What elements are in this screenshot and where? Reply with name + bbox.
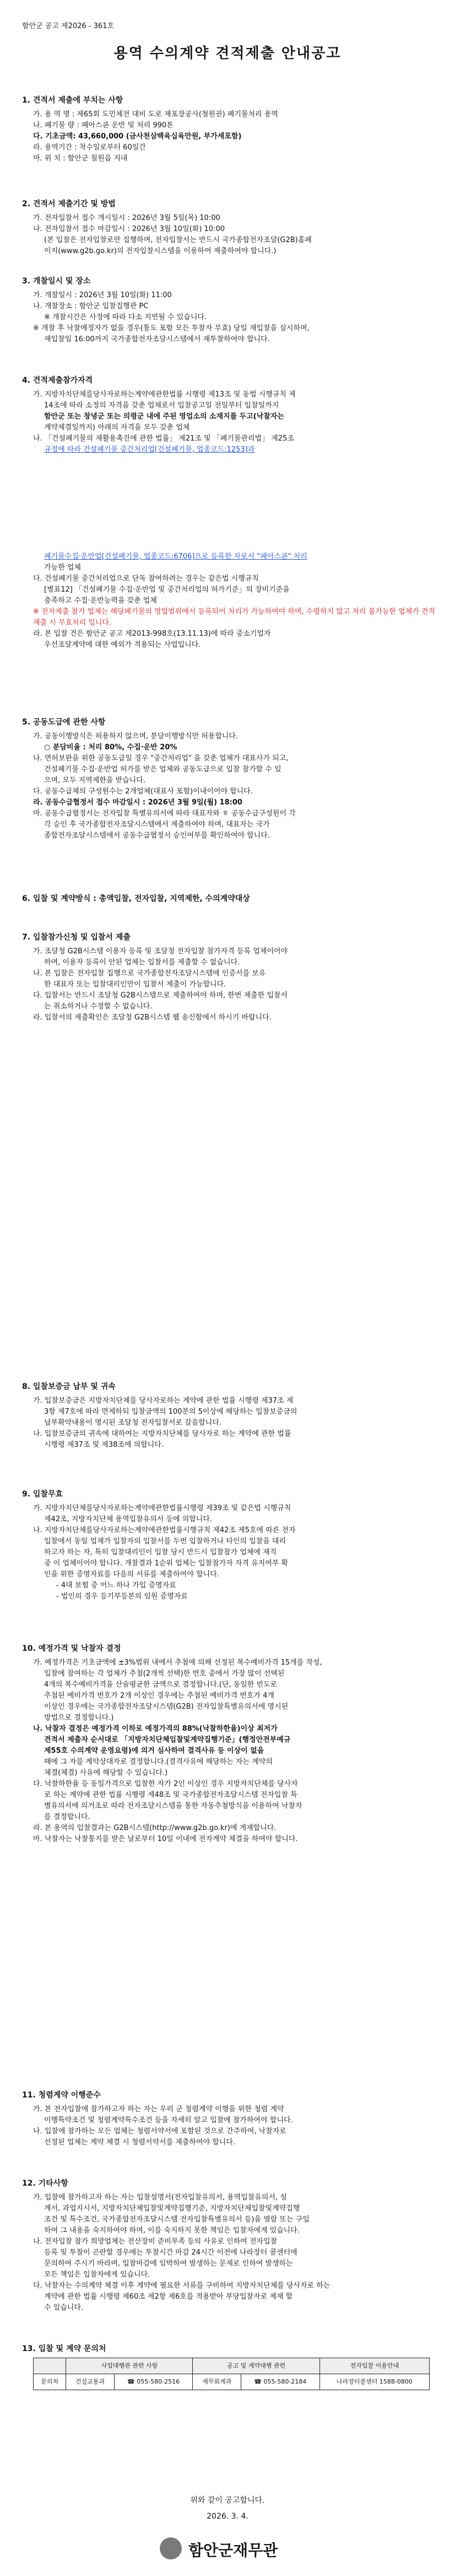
sec7-item: 한 대표자 또는 입찰대리인만이 입찰서 제출이 가능합니다. [44,980,226,989]
sec12-item: 수 있습니다. [44,2304,84,2312]
section-7-heading: 7. 입찰참가신청 및 입찰서 제출 [22,933,131,942]
sec7-item: 라. 입찰서의 제출확인은 조달청 G2B시스템 웹 송신함에서 하시기 바랍니다. [33,1013,272,1022]
table-cell: 재무회계과 [193,2374,241,2390]
sec7-item: 가. 조달청 G2B시스템 이용자 등록 및 조달청 전자입찰 참가자격 등록 업체이어야 [33,947,288,956]
sec9-item: 하고자 하는 자, 특히 입찰대리인이 입찰 당시 반드시 입찰참가 업체에 재직 [44,1548,277,1557]
sec10-item: 로 하는 계약에 관한 법률 시행령 제48조 및 국가종합전자조달시스템 전자입찰 특 [44,1791,297,1799]
sec9-item: 제42조, 지방자치단체 용역입찰유의서 등에 의합니다. [44,1515,213,1523]
sec4-item: 함안군 또는 창녕군 또는 의령군 내에 주된 영업소의 소재지를 두고(낙찰자는 [44,412,284,421]
table-header-cell: 전자입찰 이용안내 [319,2358,429,2374]
sec12-item: 조건 및 특수조건, 국가종합전자조달시스템 전자입찰특별유의서 등)을 열람 또는 구입 [44,2215,310,2224]
section-9 [22,1489,441,1602]
sec4-item: 우선조달계약에 대한 예외가 적용되는 사업입니다. [44,641,201,649]
issuer-name: 함안군재무관 [188,2541,278,2559]
sec10-item: 다. 낙찰하한율 등 동일가격으로 입찰한 자가 2인 이상인 경우 지방자치단체를 당사자 [33,1780,298,1788]
sec10-item: 체결(체결) 사유에 해당할 수 있습니다.) [44,1769,168,1777]
section-13 [22,2343,441,2390]
section-7 [22,932,441,1023]
table-row-label: 문의처 [34,2374,66,2390]
section-6-heading: 6. 입찰 및 계약방식 : 총액입찰, 전자입찰, 지역제한, 수의계약대상 [22,894,250,903]
section-4-heading: 4. 견적제출참가자격 [22,376,93,385]
sec5-item: 종합전자조달시스템에서 공동수급협정서 승인여부를 확인하여야 합니다. [44,831,270,840]
sec1-item: 다. 기초금액: 43,660,000 (금사천삼백육십육만원, 부가세포함) [33,132,242,141]
sec3-item: ※ 개찰 후 낙찰예정자가 없을 경우(통도 포함 모든 투찰자 무효) 당일 재입찰을 실시하며, [33,324,310,332]
sec11-item: 나. 입찰에 참가하는 모든 업체는 청렴서약서에 포함된 것으로 간주하여, 낙찰자로 [33,2127,286,2135]
sec4-item: 다. 건설폐기물 중간처리업으로 단독 참여하려는 경우는 같은법 시행규칙 [33,575,259,583]
sec1-item: 마. 위 치 : 함안군 칠원읍 지내 [33,154,128,163]
sec9-item: 중 이 업체이어야 합니다. 개찰결과 1순위 업체는 입찰참가자 자격 유지여부 확 [44,1559,289,1568]
section-11 [22,2090,441,2148]
sec5-item: 건설폐기물 수집·운반업 허가를 받은 업체와 공동도급으로 입찰 참가할 수 있 [44,765,281,774]
sec2-item: (본 입찰은 전자입찰로만 집행하며, 전자입찰서는 반드시 국가종합전자조달(G2B)홈페 [44,236,312,244]
sec12-item: 계서, 과업지시서, 지방자치단체입찰및계약집행기준, 지방자치단체입찰및계약집행 [44,2204,300,2213]
sec11-item: 이행특약조건 및 청렴계약특수조건 등을 자세히 알고 입찰에 참가하여야 합니다. [44,2116,293,2124]
section-5 [22,717,441,841]
sec10-item: 4개의 복수예비가격을 산술평균한 금액으로 결정합니다.(단, 동일한 빈도로 [44,1681,278,1689]
issue-date: 2026. 3. 4. [207,2512,248,2521]
sec7-item: 다. 입찰서는 반드시 조달청 G2B시스템으로 제출하여야 하며, 한번 제출한 입찰서 [33,991,288,1000]
sec4-item: 라. 본 입찰 건은 함안군 공고 제2013-998호(13.11.13)에 따라 중소기업자 [33,630,271,638]
sec10-item: 라. 본 용역의 입찰결과는 G2B시스템(http://www.g2b.go.kr)에 게재합니다. [33,1824,277,1832]
sec4-item: 14조에 따라 소정의 자격을 갖춘 업체로서 입찰공고일 전일부터 입찰일까지 [44,401,279,410]
sec7-item: 하며, 이용자 등록이 안된 업체는 입찰서를 제출할 수 없습니다. [44,958,240,967]
section-10-heading: 10. 예정가격 및 낙찰자 결정 [22,1644,121,1653]
sec10-item: 나. 낙찰자 결정은 예정가격 이하로 예정가격의 88%(낙찰하한율)이상 최저가 [33,1725,278,1733]
sec4-item: [별표12] 「건설폐기물 수집·운반업 및 중간처리업의 허가기준」의 장비기준을 [44,586,290,594]
sec12-item: 문의하여 주시기 바라며, 입찰마감에 임박하여 발생하는 문제로 인하여 발생하는 [44,2260,293,2268]
section-1-heading: 1. 견적서 제출에 부치는 사항 [22,96,123,105]
sec1-item: 나. 폐기물 량 : 폐아스콘 운반 및 처리 990톤 [33,121,174,130]
table-cell: 나라장터콜센터 1588-0800 [319,2374,429,2390]
sec4-note: ※ 전자제출 참가 업체는 해당폐기물의 영업범위에서 등록되어 처리가 가능하여야 하며, 수령하지 않고 처리 불가능한 업체가 견적제출 시 무효처리 입니다. [33,608,436,627]
section-8 [22,1381,441,1451]
table-header-cell: 사업대행관 관련 사항 [66,2358,193,2374]
sec5-item: ○ 분담비율 : 처리 80%, 수집·운반 20% [44,743,177,752]
sec9-item: 가. 지방자치단체를당사자로하는계약에관한법률시행령 제39조 및 같은법 시행규칙 [33,1504,291,1512]
sec5-item: 가. 공동이행방식은 허용하지 않으며, 분담이행방식만 허용합니다. [33,732,239,740]
section-11-heading: 11. 청렴계약 이행준수 [22,2091,101,2100]
sec10-item: 제55호 수의계약 운영요령)에 의거 심사하여 결격사유 등 이상이 없을 [44,1747,264,1755]
sec10-item: 추첨된 예비가격 번호가 2개 이상인 경우에는 추첨된 예비가격 번호가 4개 [44,1692,274,1700]
sec10-item: 때에 그 자를 계약상대자로 결정합니다.(결격사유에 해당하는 자는 계약의 [44,1758,273,1766]
table-row [34,2374,430,2390]
sec4-item: 나. 「건설폐기물의 재활용촉진에 관한 법률」 제21조 및 「폐기물관리법」 제25조 [33,434,294,443]
section-12 [22,2178,441,2314]
sec10-item: 를 결정합니다. [44,1813,90,1821]
table-cell: 건설교통과 [66,2374,114,2390]
sec4-item: 충족하고 수집·운반능력을 갖춘 업체 [44,597,157,605]
sec5-item: 으며, 모두 지역제한을 받습니다. [44,776,145,785]
sec10-item: 가. 예정가격은 기초금액에 ±3%범위 내에서 추첨에 의해 선정된 복수예비가격 15개를 작성, [33,1659,322,1667]
sec12-item: 등록 및 투찰이 곤란할 경우에는 투찰시간 마감 24시간 이전에 나라장터 콜센터에 [44,2248,297,2257]
section-9-heading: 9. 입찰무효 [22,1490,63,1499]
sec7-item: 나. 본 입찰은 전자입찰 집행으로 국가종합전자조달시스템에 인증서를 보유 [33,969,266,978]
sec5-item: 다. 공동수급체의 구성원수는 2개업체(대표사 포함)이내이어야 합니다. [33,787,253,796]
sec4-item: 계약체결일까지) 아래의 자격을 모두 갖춘 업체 [44,423,190,432]
table-header-row [34,2358,430,2374]
section-8-heading: 8. 입찰보증금 납부 및 귀속 [22,1382,116,1391]
sec2-item: 나. 전자입찰서 접수 마감일시 : 2026년 3월 10일(화) 10:00 [33,225,225,233]
sec5-item: 라. 공동수급협정서 접수 마감일시 : 2026년 3월 9일(월) 18:00 [33,798,242,807]
sec11-item: 선정된 업체는 계약 체결 시 청렴서약서를 제출하여야 합니다. [44,2138,236,2146]
sec8-item: 가. 입찰보증금은 지방자치단체를 당사자로하는 계약에 관한 법률 시행령 제37조 제 [33,1397,294,1405]
sec12-item: 하여 그 내용을 숙지하여야 하며, 이를 숙지하지 못한 책임은 입찰자에게 있습니다. [44,2226,300,2235]
sec3-item: ※ 개찰시간은 사정에 따라 다소 지연될 수 있습니다. [44,313,207,321]
sec10-item: 별유의서에 의거조로 따라 전자조달시스템을 통한 자동추첨방식을 이용하여 낙찰자 [44,1802,302,1810]
sec3-item: 가. 개찰일시 : 2026년 3월 10일(화) 11:00 [33,291,172,299]
sec10-item: 방법으로 결정합니다.) [44,1714,114,1722]
table-cell: ☎ 055-580-2184 [241,2374,319,2390]
sec5-item: 마. 공동수급협정서는 전자입찰 특별유의서에 따라 대표자와 ㅎ 공동수급구성원이 각 [33,809,296,818]
section-12-heading: 12. 기타사항 [22,2179,68,2188]
seal-icon [160,2537,182,2559]
sec11-item: 가. 본 전자입찰에 참가하고자 하는 자는 우리 군 청렴계약 이행을 위한 청렴 계약 [33,2105,284,2113]
sec10-item: 마. 낙찰자는 낙찰통지를 받은 날로부터 10일 이내에 전자계약 체결을 하여야 합니다. [33,1835,298,1843]
sec1-item: 라. 용역기간 : 착수일로부터 60일간 [33,143,146,152]
sec4-item [44,551,441,562]
sec8-item: 납부확약내용이 명시된 조달청 전자입찰서로 갈음합니다. [44,1419,222,1427]
section-3 [22,276,441,345]
sec9-item: 입찰에서 동일 업체가 입찰자의 입찰서를 두번 입찰하거나 타인의 입찰을 대리 [44,1537,286,1545]
sec2-item: 이지(www.g2b.go.kr)의 전자입찰시스템을 이용하여 제출하여야 합니다.) [44,247,277,255]
table-cell: ☎ 055-580-2516 [114,2374,193,2390]
contact-table [33,2358,430,2390]
sec8-item: 시행령 제37조 및 제38조에 의합니다. [44,1441,164,1449]
section-6 [22,893,441,908]
sec12-item: 가. 입찰에 참가하고자 하는 자는 입찰설명서(전자입찰유의서, 용역입찰유의서, 설 [33,2193,287,2202]
closing-text: 위와 같이 공고합니다. [190,2496,265,2505]
sec12-item: 다. 낙찰자는 수의계약 체결 이후 계약에 필요한 서류를 구비하여 지방자치단체를 당사자로 하는 [33,2282,331,2290]
section-3-heading: 3. 개찰일시 및 장소 [22,277,91,286]
sec4-link-text: 폐기물수집·운반업[건설폐기물, 업종코드:6706]으로 등록한 자로서 "폐아스콘" 처리 [44,552,307,561]
sec4-item: 가능한 업체 [44,564,81,572]
sec3-item: 나. 개찰장소 : 함안군 입찰집행관 PC [33,302,149,310]
sec10-item: 이상인 경우에는 국가종합전자조달시스템(G2B) 전자입찰특별유의서에 명시된 [44,1703,289,1711]
sec9-item: - 4대 보험 중 어느 하나 가입 증명자료 [56,1581,176,1590]
sec12-item: 나. 전자입찰 참가 희망업체는 전산장비 준비부족 등의 사유로 인하여 전자입찰 [33,2237,278,2246]
sec9-item: 나. 지방자치단체를당사자로하는계약에관한법률시행규칙 제42조 제5호에 따른 전자 [33,1526,296,1534]
sec4-link-text: 규정에 따라 건설폐기물 중간처리업[건설폐기물, 업종코드:1253]과 [44,446,255,454]
sec5-item: 각 승인 후 국가종합전자조달시스템에서 제출하여야 하며, 대표자는 국가 [44,820,270,829]
sec12-item: 모든 책임은 입찰자에게 있습니다. [44,2271,150,2279]
section-1 [22,95,441,164]
section-4-continued [22,551,441,651]
section-4 [22,375,441,455]
section-2-heading: 2. 견적서 제출기간 및 방법 [22,200,116,208]
table-header-cell: 공고 및 계약대행 관련 [193,2358,319,2374]
page-title: 용역 수의계약 견적제출 안내공고 [113,45,342,62]
sec3-item: 재입찰일 16:00까지 국가종합전자조달시스템에서 재투찰하여야 합니다. [44,335,270,344]
sec9-item: - 법인의 경우 등기부등본의 임원 증명자료 [56,1592,188,1601]
section-5-heading: 5. 공동도급에 관한 사항 [22,718,106,727]
sec7-item: 는 취소하거나 수정할 수 없습니다. [44,1002,153,1011]
sec10-item: 견적서 제출자 순서대로 「지방자치단체입찰및계약집행기준」(행정안전부예규 [44,1736,291,1744]
issuer-block [160,2535,303,2563]
section-13-heading: 13. 입찰 및 계약 문의처 [22,2344,106,2353]
table-header-cell [34,2358,66,2374]
sec5-item: 나. 면허보완을 위한 공동도급일 경우 "중간처리업" 을 갖춘 업체가 대표사가 되고, [33,754,289,763]
sec8-item: 3항 제7호에 따라 면제하되 입찰금액의 100분의 5이상에 해당하는 입찰보증금의 [44,1408,297,1416]
sec12-item: 계약에 관한 법률 시행령 제60조 제2항 제6호를 적용받아 부당입찰자로 제재 할 [44,2293,293,2301]
document-number: 함안군 공고 제2026 - 361호 [22,22,115,30]
sec10-item: 입찰에 참여하는 각 업체가 추첨(2개씩 선택)한 번호 중에서 가장 많이 선택된 [44,1670,285,1678]
section-10 [22,1643,441,1845]
sec1-item: 가. 용 역 명 : 제65회 도민체전 대비 도로 재포장공사(철원권) 폐기물처리 용역 [33,110,278,119]
sec4-item [44,444,441,455]
sec9-item: 인을 위한 증명자료를 다음의 서류를 제출하여야 합니다. [44,1570,219,1579]
sec4-item: 가. 지방자치단체를당사자로하는계약에관한법률 시행령 제13조 및 동법 시행규칙 제 [33,390,296,399]
sec8-item: 나. 입찰보증금의 귀속에 대하여는 지방자치단체를 당사자로 하는 계약에 관한 법률 [33,1430,291,1438]
sec2-item: 가. 전자입찰서 접수 개시일시 : 2026년 3월 5일(목) 10:00 [33,214,220,222]
section-2 [22,198,441,257]
